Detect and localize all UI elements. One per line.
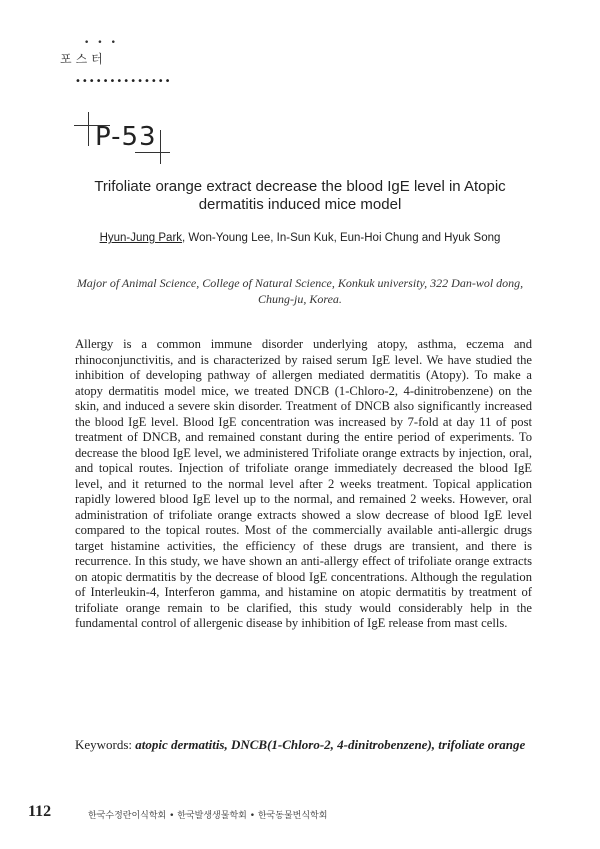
presenting-author: Hyun-Jung Park [99, 232, 183, 244]
poster-code: P-53 [95, 122, 157, 152]
abstract-text: Allergy is a common immune disorder underlying atopy, asthma, eczema and rhinoconjunctivitis, and is characterized by raised serum IgE level. We have studied the inhibition of developing pathway of allergen mediated dermatitis (Atopy). To make a atopy dermatitis model mice, we treated DNCB (1-Chloro-2, 4-dinitrobenzene) on the skin, and induced a severe skin disorder. Treatment of DNCB also significantly increased the blood IgE level. Blood IgE concentration was increased by 7-fold at day 11 of post treatment of DNCB, and remained constant during the entire period of experiments. To decrease the blood IgE level, we administered Trifoliate orange extracts by injection, oral, and topical routes. Injection of trifoliate orange immediately decreased the blood IgE level, and it returned to the normal level after 2 weeks treatment. Topical application rapidly lowered blood IgE level up to the normal, and remained 2 weeks. However, oral administration of trifoliate orange extracts showed a slow decrease of blood IgE level compared to the topical routes. Most of the commercially available anti-allergic drugs target histamine activities, the efficiency of these drugs are transient, and there is recurrence. In this study, we have shown an anti-allergy effect of trifoliate orange extracts on atopic dermatitis by the decrease of blood IgE concentrations. Although the regulation of Interleukin-4, Interferon gamma, and histamine on atopic dermatitis by treatment of trifoliate orange remain to be clarified, this study would considerably help in the fundamental control of allergenic disease by inhibition of IgE release from mast cells. [75, 337, 532, 630]
paper-title: Trifoliate orange extract decrease the blood IgE level in Atopic dermatitis induced mice model [94, 178, 506, 213]
co-authors: , Won-Young Lee, In-Sun Kuk, Eun-Hoi Chung and Hyuk Song [182, 232, 501, 244]
dotted-rule: •••••••••••••• [75, 76, 172, 87]
frame-line [88, 112, 89, 146]
emphasis-dots: ••• [84, 38, 124, 48]
page-number: 112 [28, 803, 52, 820]
keywords [75, 736, 535, 754]
author-list [60, 231, 540, 246]
keywords-label: Keywords: [75, 737, 133, 752]
frame-line [135, 152, 170, 153]
affiliation: Major of Animal Science, College of Natural Science, Konkuk university, 322 Dan-wol dong, Chung-ju, Korea. [76, 276, 524, 306]
section-label [60, 38, 180, 67]
section-label-text: 포스터 [60, 52, 107, 66]
frame-line [160, 130, 161, 164]
keywords-terms: atopic dermatitis, DNCB(1-Chloro-2, 4-dinitrobenzene), trifoliate orange [135, 737, 526, 752]
footer-societies: 한국수정란이식학회 • 한국발생생물학회 • 한국동물번식학회 [88, 811, 328, 821]
